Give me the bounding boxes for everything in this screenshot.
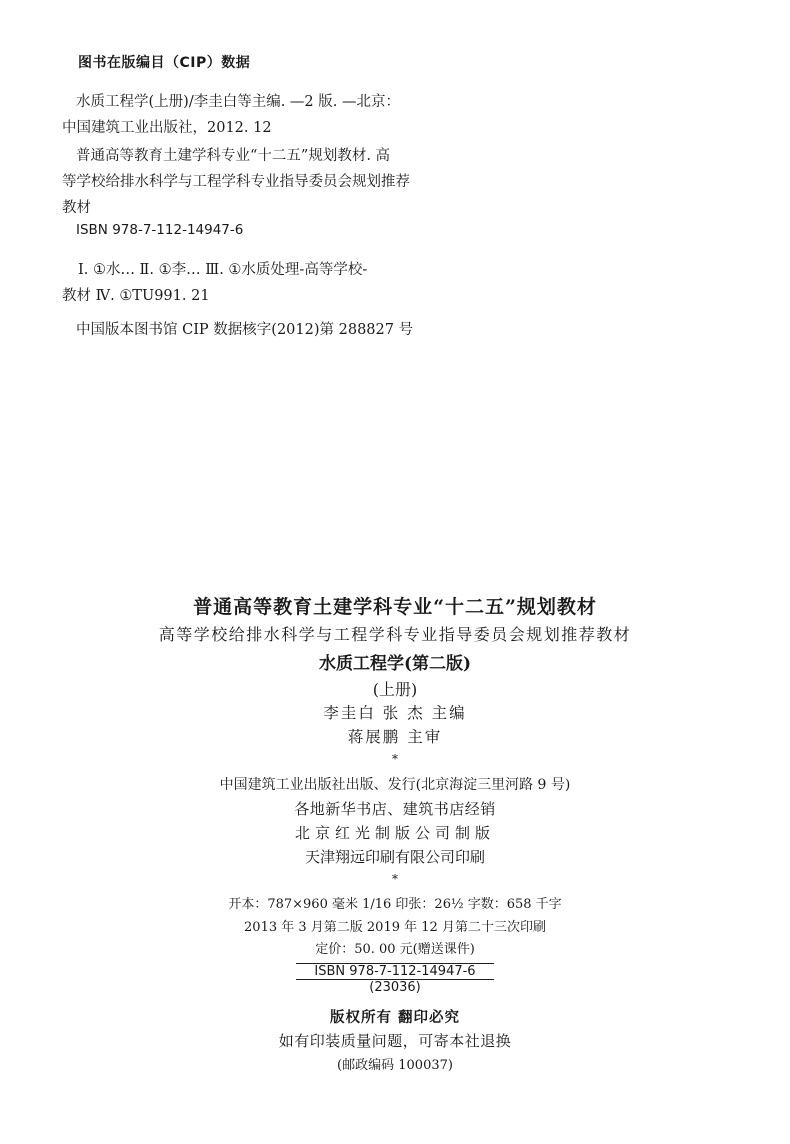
- series-title: 普通高等教育土建学科专业“十二五”规划教材: [193, 596, 597, 618]
- separator-star: *: [392, 752, 398, 766]
- price-line: 定价：50. 00 元(赠送课件): [315, 942, 475, 957]
- cip-line-title: 水质工程学(上册)/李圭白等主编. —2 版. —北京：: [76, 94, 400, 110]
- cip-line-series-cont: 等学校给排水科学与工程学科专业指导委员会规划推荐: [62, 174, 410, 190]
- publisher-line: 中国建筑工业出版社出版、发行(北京海淀三里河路 9 号): [219, 777, 571, 793]
- cip-heading: 图书在版编目（CIP）数据: [78, 55, 251, 71]
- cip-line-publisher: 中国建筑工业出版社，2012. 12: [62, 120, 272, 136]
- return-notice: 如有印装质量问题，可寄本社退换: [278, 1032, 512, 1050]
- isbn-box: [0, 960, 790, 980]
- distributor-line: 各地新华书店、建筑书店经销: [294, 800, 496, 818]
- cip-record-number: 中国版本图书馆 CIP 数据核字(2012)第 288827 号: [76, 322, 414, 338]
- cip-classification: Ⅰ. ①水… Ⅱ. ①李… Ⅲ. ①水质处理-高等学校-: [78, 262, 368, 278]
- volume-label: (上册): [372, 680, 418, 699]
- cip-line-series-end: 教材: [62, 200, 91, 216]
- specs-line: 开本：787×960 毫米 1/16 印张：26½ 字数：658 千字: [228, 897, 562, 912]
- postcode-line: (邮政编码 100037): [337, 1058, 453, 1073]
- cip-isbn: ISBN 978-7-112-14947-6: [76, 222, 244, 238]
- rights-notice: 版权所有 翻印必究: [329, 1009, 461, 1026]
- printer-line: 天津翔远印刷有限公司印刷: [304, 848, 485, 866]
- separator-star: *: [392, 872, 398, 886]
- cip-line-series: 普通高等教育土建学科专业“十二五”规划教材. 高: [76, 148, 391, 164]
- recommendation-line: 高等学校给排水科学与工程学科专业指导委员会规划推荐教材: [158, 625, 632, 644]
- book-title: 水质工程学(第二版): [318, 654, 472, 674]
- editors-line: 李圭白 张 杰 主编: [323, 704, 467, 722]
- typesetter-line: 北京红光制版公司制版: [294, 824, 495, 842]
- isbn-number: ISBN 978-7-112-14947-6: [296, 963, 493, 980]
- reviewer-line: 蒋展鹏 主审: [347, 728, 443, 746]
- edition-line: 2013 年 3 月第二版 2019 年 12 月第二十三次印刷: [244, 920, 546, 935]
- cip-classification-cont: 教材 Ⅳ. ①TU991. 21: [62, 288, 210, 304]
- book-code: (23036): [369, 980, 421, 995]
